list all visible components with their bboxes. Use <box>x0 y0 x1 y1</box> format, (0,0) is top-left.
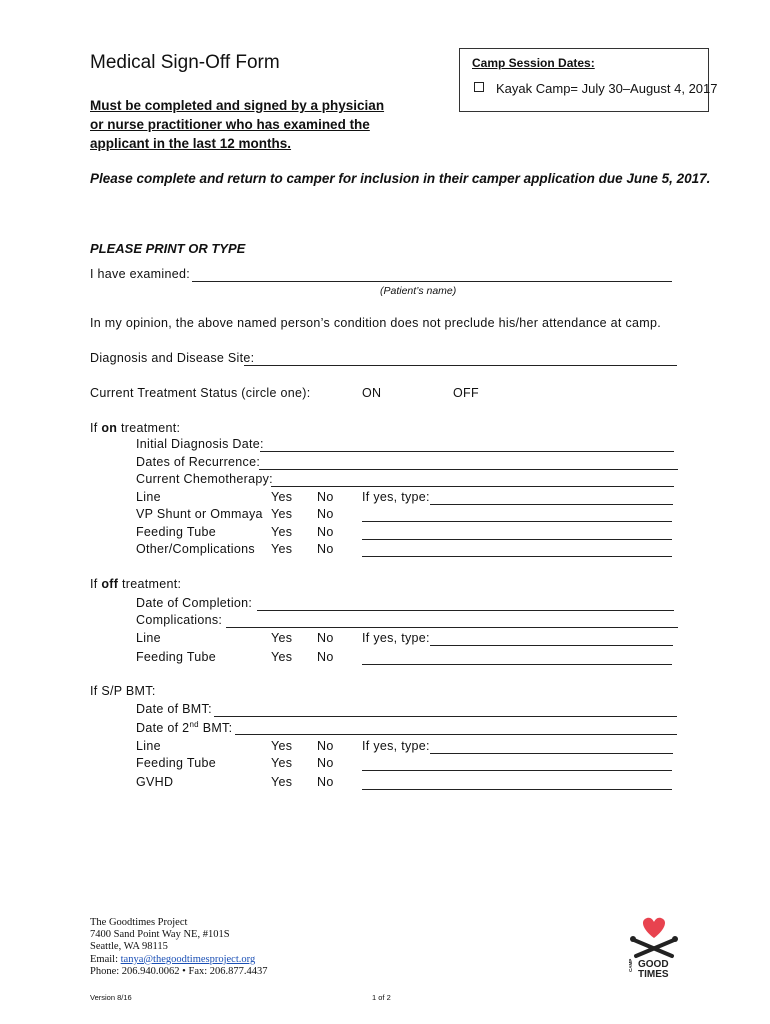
bmt-line-label: Line <box>136 739 161 753</box>
vp-shunt-yes[interactable]: Yes <box>271 507 293 521</box>
goodtimes-logo-icon <box>628 916 680 982</box>
other-complications-field[interactable] <box>362 556 672 557</box>
bmt-heading: If S/P BMT: <box>90 684 156 698</box>
on-line-type-label: If yes, type: <box>362 490 430 504</box>
camp-session-box <box>459 48 718 112</box>
recurrence-label: Dates of Recurrence: <box>136 455 261 469</box>
off-feeding-tube-no[interactable]: No <box>317 650 334 664</box>
off-feeding-tube-yes[interactable]: Yes <box>271 650 293 664</box>
other-complications-no[interactable]: No <box>317 542 334 556</box>
vp-shunt-label: VP Shunt or Ommaya <box>136 507 263 521</box>
on-feeding-tube-yes[interactable]: Yes <box>271 525 293 539</box>
off-line-no[interactable]: No <box>317 631 334 645</box>
off-treatment-heading: If off treatment: <box>90 577 182 591</box>
bmt-line-type-label: If yes, type: <box>362 739 430 753</box>
version-label: Version 8/16 <box>90 993 132 1002</box>
off-line-type-field[interactable] <box>430 645 673 646</box>
svg-text:GOOD: GOOD <box>638 959 669 970</box>
completion-date-label: Date of Completion: <box>136 596 253 610</box>
complications-label: Complications: <box>136 613 223 627</box>
camp-session-label: Kayak Camp= July 30–August 4, 2017 <box>496 81 718 96</box>
chemo-label: Current Chemotherapy: <box>136 472 273 486</box>
form-title: Medical Sign-Off Form <box>90 52 280 73</box>
recurrence-field[interactable] <box>259 469 678 470</box>
chemo-field[interactable] <box>271 486 674 487</box>
on-feeding-tube-field[interactable] <box>362 539 672 540</box>
page-number: 1 of 2 <box>372 993 391 1002</box>
initial-diagnosis-field[interactable] <box>260 451 674 452</box>
signoff-instruction: Must be completed and signed by a physician or nurse practitioner who has examined the applicant in the last 12 months. <box>90 98 385 151</box>
off-feeding-tube-label: Feeding Tube <box>136 650 217 664</box>
bmt-second-date-label: Date of 2nd BMT: <box>136 720 233 736</box>
patient-name-field[interactable] <box>192 281 672 282</box>
off-feeding-tube-field[interactable] <box>362 664 672 665</box>
bmt-date-field[interactable] <box>214 716 677 717</box>
email-link[interactable]: tanya@thegoodtimesproject.org <box>120 953 256 965</box>
on-line-type-field[interactable] <box>430 504 673 505</box>
status-off-option[interactable]: OFF <box>453 386 479 400</box>
examined-label: I have examined: <box>90 267 190 281</box>
status-on-option[interactable]: ON <box>362 386 382 400</box>
gvhd-no[interactable]: No <box>317 775 334 789</box>
email-line: Email: tanya@thegoodtimesproject.org <box>90 953 256 965</box>
diagnosis-field[interactable] <box>244 365 677 366</box>
opinion-statement: In my opinion, the above named person’s condition does not preclude his/her attendance at camp. <box>90 316 661 330</box>
address-line-2: Seattle, WA 98115 <box>90 941 168 953</box>
due-date-note: Please complete and return to camper for inclusion in their camper application due June 5, 2017. <box>90 171 711 186</box>
address-line-1: 7400 Sand Point Way NE, #101S <box>90 929 230 941</box>
on-feeding-tube-label: Feeding Tube <box>136 525 217 539</box>
on-line-no[interactable]: No <box>317 490 334 504</box>
org-name: The Goodtimes Project <box>90 917 188 928</box>
treatment-status-label: Current Treatment Status (circle one): <box>90 386 311 400</box>
completion-date-field[interactable] <box>257 610 674 611</box>
bmt-feeding-tube-no[interactable]: No <box>317 756 334 770</box>
vp-shunt-field[interactable] <box>362 521 672 522</box>
camp-session-item <box>474 81 718 96</box>
bmt-line-no[interactable]: No <box>317 739 334 753</box>
initial-diagnosis-label: Initial Diagnosis Date: <box>136 437 264 451</box>
diagnosis-label: Diagnosis and Disease Site: <box>90 351 255 365</box>
other-complications-yes[interactable]: Yes <box>271 542 293 556</box>
camp-session-title: Camp Session Dates: <box>472 56 595 70</box>
bmt-date-label: Date of BMT: <box>136 702 212 716</box>
svg-text:CAMP: CAMP <box>628 958 633 972</box>
off-line-yes[interactable]: Yes <box>271 631 293 645</box>
on-line-yes[interactable]: Yes <box>271 490 293 504</box>
svg-text:TIMES: TIMES <box>638 969 669 980</box>
bmt-line-yes[interactable]: Yes <box>271 739 293 753</box>
gvhd-yes[interactable]: Yes <box>271 775 293 789</box>
gvhd-label: GVHD <box>136 775 174 789</box>
checkbox-icon[interactable] <box>474 82 484 92</box>
on-line-label: Line <box>136 490 161 504</box>
on-feeding-tube-no[interactable]: No <box>317 525 334 539</box>
vp-shunt-no[interactable]: No <box>317 507 334 521</box>
bmt-line-type-field[interactable] <box>430 753 673 754</box>
other-complications-label: Other/Complications <box>136 542 255 556</box>
bmt-feeding-tube-field[interactable] <box>362 770 672 771</box>
bmt-second-date-field[interactable] <box>235 734 677 735</box>
on-treatment-heading: If on treatment: <box>90 421 181 435</box>
phone-fax-line: Phone: 206.940.0062 • Fax: 206.877.4437 <box>90 965 268 977</box>
gvhd-field[interactable] <box>362 789 672 790</box>
complications-field[interactable] <box>226 627 678 628</box>
bmt-feeding-tube-yes[interactable]: Yes <box>271 756 293 770</box>
off-line-type-label: If yes, type: <box>362 631 430 645</box>
footer-contact <box>90 917 268 978</box>
patient-name-caption: (Patient’s name) <box>380 285 457 297</box>
off-line-label: Line <box>136 631 161 645</box>
print-note: PLEASE PRINT OR TYPE <box>90 241 246 256</box>
bmt-feeding-tube-label: Feeding Tube <box>136 756 217 770</box>
